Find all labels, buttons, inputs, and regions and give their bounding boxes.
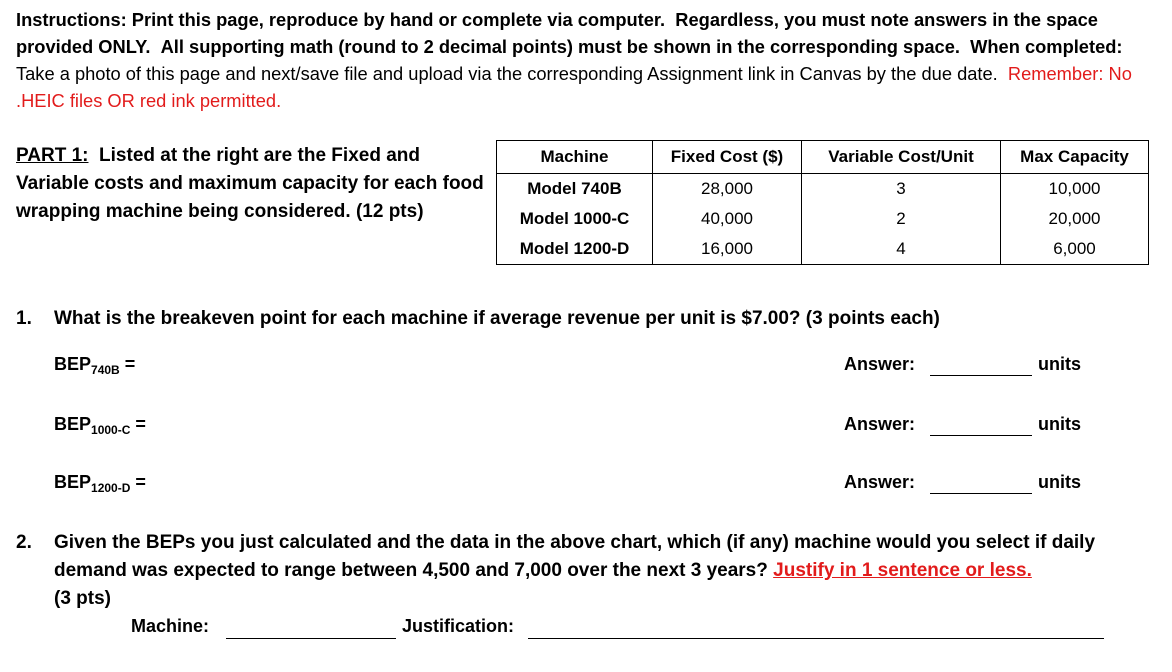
answer-field-1200d[interactable] <box>930 471 1032 494</box>
cell-variable: 3 <box>802 174 1001 205</box>
table-row <box>497 204 1149 234</box>
cell-machine: Model 1000-C <box>497 204 653 234</box>
q2-points: (3 pts) <box>54 588 111 609</box>
cell-fixed: 28,000 <box>653 174 802 205</box>
table-row <box>497 234 1149 265</box>
table-header-row <box>497 141 1149 174</box>
instructions-part-b: All supporting math (round to 2 decimal points) must be shown in the corresponding space. <box>160 36 960 57</box>
machine-label: Machine: <box>131 616 210 636</box>
cell-variable: 4 <box>802 234 1001 265</box>
header-variable-cost: Variable Cost/Unit <box>802 141 1001 174</box>
bep-prefix: BEP <box>54 472 92 492</box>
cell-capacity: 20,000 <box>1001 204 1149 234</box>
part1-description <box>16 142 486 226</box>
equals-sign: = <box>124 354 136 374</box>
equals-sign: = <box>135 414 146 434</box>
bep-prefix: BEP <box>54 354 92 374</box>
answer-label: Answer: <box>844 354 916 374</box>
bep-1000c-label <box>54 414 146 437</box>
answer-field-1000c[interactable] <box>930 413 1032 436</box>
instructions-part-a: Regardless, you must note answers in the space provided ONLY. <box>16 9 1098 57</box>
machine-answer-field[interactable] <box>226 616 396 639</box>
cell-capacity: 10,000 <box>1001 174 1149 205</box>
header-max-capacity: Max Capacity <box>1001 141 1149 174</box>
q2-justify-instruction: Justify in 1 sentence or less. <box>773 560 1032 581</box>
justification-answer-field[interactable] <box>528 616 1104 639</box>
instructions-reminder: Remember: No .HEIC files OR red ink permitted. <box>16 63 1132 111</box>
cell-variable: 2 <box>802 204 1001 234</box>
part1-label: PART 1: <box>16 145 89 166</box>
cell-machine: Model 1200-D <box>497 234 653 265</box>
bep-subscript: 740B <box>91 363 120 377</box>
q2-number: 2. <box>16 532 32 553</box>
bep-subscript: 1200-D <box>91 481 131 495</box>
equals-sign: = <box>135 472 146 492</box>
instructions-part-c: When completed: <box>970 36 1123 57</box>
bep-subscript: 1000-C <box>91 423 131 437</box>
instructions-lead: Instructions: Print this page, reproduce by hand or complete via computer. <box>16 9 666 30</box>
units-label: units <box>1038 472 1081 492</box>
answer-label: Answer: <box>844 472 916 492</box>
q2-text <box>54 529 1154 613</box>
units-label: units <box>1038 354 1081 374</box>
instructions-part-d: Take a photo of this page and next/save file and upload via the corresponding Assignment link in Canvas by the due date. <box>16 63 998 84</box>
cell-fixed: 16,000 <box>653 234 802 265</box>
header-fixed-cost: Fixed Cost ($) <box>653 141 802 174</box>
header-machine: Machine <box>497 141 653 174</box>
q1-text: What is the breakeven point for each machine if average revenue per unit is $7.00? (3 points each) <box>54 308 940 329</box>
instructions-paragraph <box>16 6 1156 114</box>
answer-field-740b[interactable] <box>930 353 1032 376</box>
cell-machine: Model 740B <box>497 174 653 205</box>
bep-1200d-label <box>54 472 146 495</box>
justification-label: Justification: <box>402 616 515 636</box>
bep-prefix: BEP <box>54 414 92 434</box>
bep-740b-label <box>54 354 135 377</box>
table-row <box>497 174 1149 205</box>
units-label: units <box>1038 414 1081 434</box>
part1-text: Listed at the right are the Fixed and Variable costs and maximum capacity for each food wrapping machine being considered. (12 pts) <box>16 145 484 222</box>
q1-number: 1. <box>16 308 32 329</box>
cell-capacity: 6,000 <box>1001 234 1149 265</box>
answer-label: Answer: <box>844 414 916 434</box>
q2-question: Given the BEPs you just calculated and the data in the above chart, which (if any) machine would you select if daily demand was expected to range between 4,500 and 7,000 over the next 3 years? <box>54 532 1096 581</box>
machine-cost-table <box>496 140 1149 265</box>
cell-fixed: 40,000 <box>653 204 802 234</box>
